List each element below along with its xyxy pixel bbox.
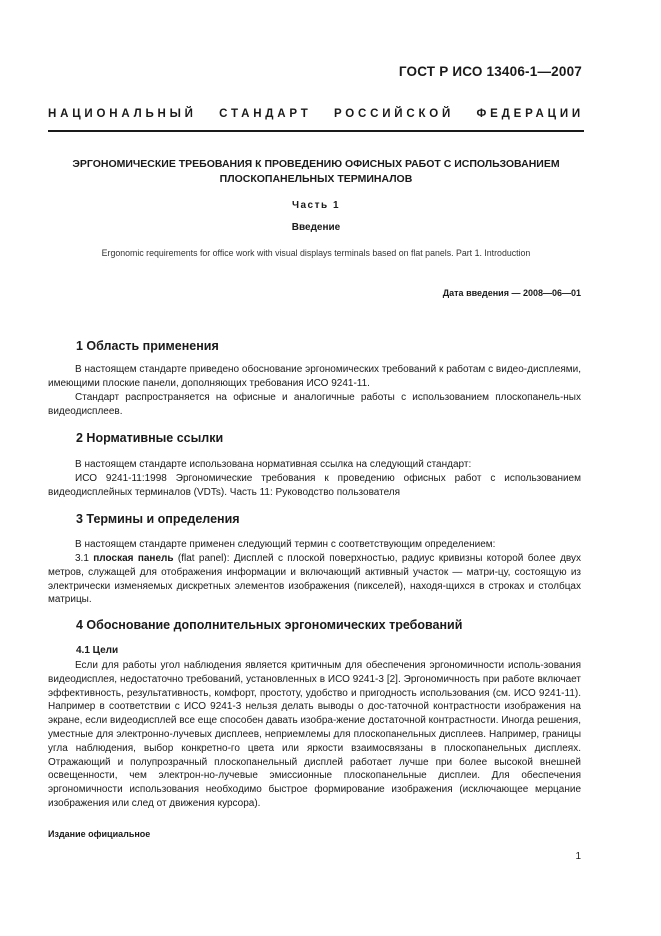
paragraph: Если для работы угол наблюдения является критичным для обеспечения эргономичности исполь-зования видеодисплея, недостаточно требований, установленных в ИСО 9241-3 [2]. Эргономичность при работе включает эффективность, результативность, комфорт, простоту, удобство и пригодность использования (см. ИСО 9241-11). Например в соответствии с ИСО 9241-3 нельзя делать выводы о дос-таточной контрастности изображения на экране, если видеодисплей все еще способен давать изобра-жение достаточной контрастности. Иногда решения, уместные для электронно-лучевых дисплеев, неприемлемы для плоскопанельных дисплеев. Например, границы угла наблюдения, выбор конкретно-го цвета или яркости взаимосвязаны в плоскопанельных дисплеях. Отражающий и полупрозрачный плоскопанельный дисплей работает лучше при более высокой внешней освещенности, чем электрон-но-лучевые эмиссионные плоскопанельные дисплеи. Для обеспечения эргономичности использования необходимо быстрое формирование изображения (исключающее мерцание изображения или след от движения курсора). xyxy=(48,660,581,809)
term-name: плоская панель xyxy=(93,553,174,564)
page-number: 1 xyxy=(575,851,581,862)
paragraph: В настоящем стандарте применен следующий термин с соответствующим определением: xyxy=(75,539,496,550)
header-rule xyxy=(48,130,584,132)
paragraph: Стандарт распространяется на офисные и аналогичные работы с использованием плоскопанель-ных видеодисплеев. xyxy=(48,392,581,417)
document-title: ЭРГОНОМИЧЕСКИЕ ТРЕБОВАНИЯ К ПРОВЕДЕНИЮ ОФИСНЫХ РАБОТ С ИСПОЛЬЗОВАНИЕМ ПЛОСКОПАНЕЛЬНЫХ ТЕРМИНАЛОВ xyxy=(72,158,560,185)
section-heading-scope: 1 Область применения xyxy=(76,339,219,353)
introduction-date: Дата введения — 2008—06—01 xyxy=(442,288,581,298)
official-edition-label: Издание официальное xyxy=(48,829,151,839)
english-title: Ergonomic requirements for office work with visual displays terminals based on flat panels. Part 1. Introduction xyxy=(101,248,531,258)
term-number: 3.1 xyxy=(75,553,89,564)
section-heading-rationale: 4 Обоснование дополнительных эргономических требований xyxy=(76,618,463,632)
part-subtitle: Введение xyxy=(291,222,341,233)
paragraph: В настоящем стандарте приведено обоснование эргономических требований к работам с видео-дисплеями, имеющими плоские панели, дополняющих требования ИСО 9241-11. xyxy=(48,364,581,389)
section-heading-terms: 3 Термины и определения xyxy=(76,512,240,526)
section-heading-normative-references: 2 Нормативные ссылки xyxy=(76,431,224,445)
part-label: Часть 1 xyxy=(291,200,341,211)
paragraph: В настоящем стандарте использована нормативная ссылка на следующий стандарт: xyxy=(75,459,472,470)
paragraph: ИСО 9241-11:1998 Эргономические требования к проведению офисных работ с использованием видеодисплейных терминалов (VDTs). Часть 11: Руководство пользователя xyxy=(48,473,581,498)
document-code: ГОСТ Р ИСО 13406-1—2007 xyxy=(398,64,582,79)
subsection-heading-goals: 4.1 Цели xyxy=(76,645,119,656)
national-standard-header: НАЦИОНАЛЬНЫЙ СТАНДАРТ РОССИЙСКОЙ ФЕДЕРАЦИИ xyxy=(48,108,584,120)
term-text: (flat panel): Дисплей с плоской поверхностью, радиус кривизны которой более двух метров, служащей для отображения информации и включающий активный участок — матри-цу, состоящую из электрически изменяемых дискретных элементов изображения (пикселей), находя-щихся в строках и столбцах матрицы. xyxy=(48,553,582,606)
term-definition xyxy=(48,552,581,607)
